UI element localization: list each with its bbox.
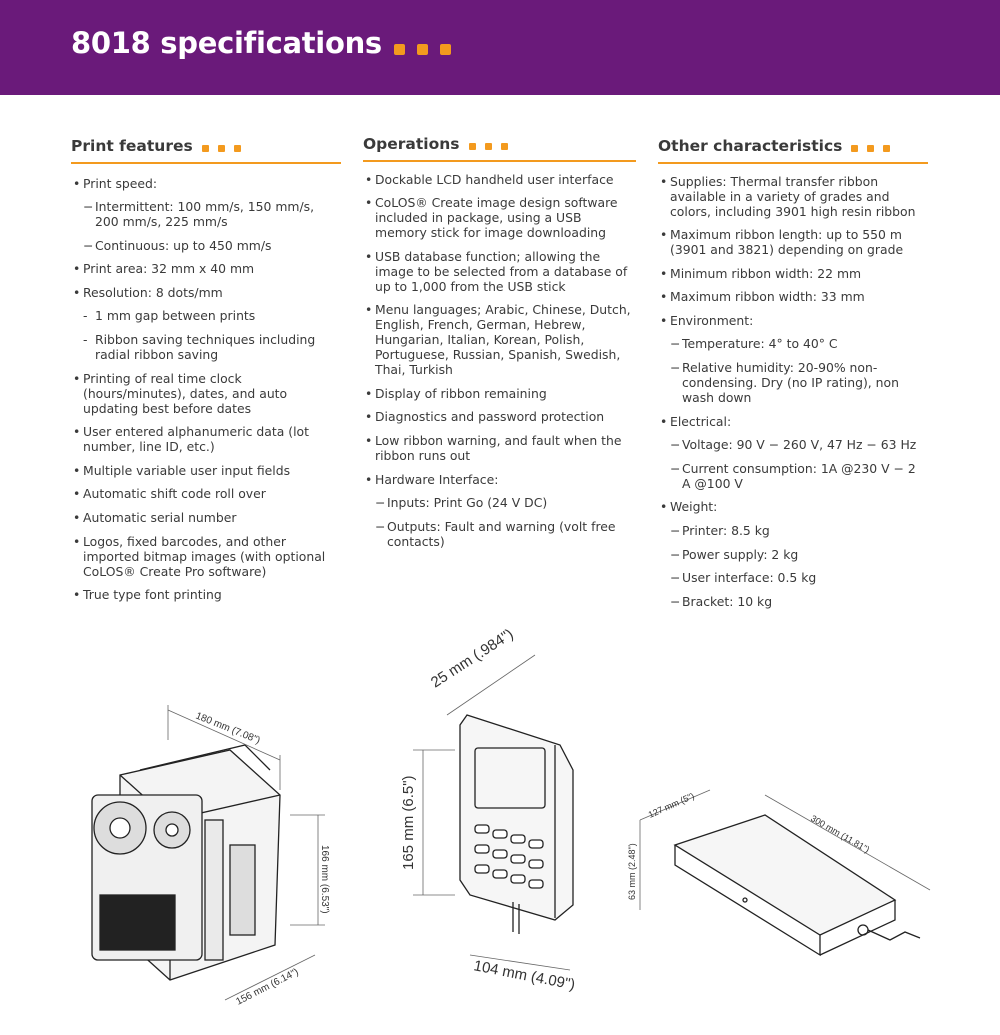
handheld-interface-drawing: [395, 620, 595, 1020]
section-heading: Operations: [363, 135, 636, 162]
section-heading: Other characteristics: [658, 137, 928, 164]
dash-marker: −: [83, 199, 94, 215]
sub-list-item: [658, 523, 928, 538]
page-title: 8018 specifications: [71, 26, 451, 62]
dash-marker: -: [83, 332, 88, 348]
list-item: [71, 261, 341, 276]
sub-list-item: [71, 308, 341, 323]
list-item: [71, 510, 341, 525]
item-text: Low ribbon warning, and fault when the ribbon runs out: [375, 433, 622, 464]
dash-marker: −: [670, 460, 681, 476]
item-text: Printing of real time clock (hours/minutes), dates, and auto updating best before dates: [83, 370, 288, 416]
item-text: Dockable LCD handheld user interface: [375, 171, 614, 187]
handheld-depth-label: 25 mm (.984"): [427, 625, 517, 692]
list-item: [71, 486, 341, 501]
power-supply-length-label: 300 mm (11.81"): [809, 813, 872, 855]
item-text: Print area: 32 mm x 40 mm: [83, 261, 255, 277]
item-text: Intermittent: 100 mm/s, 150 mm/s, 200 mm/s, 225 mm/s: [95, 199, 315, 230]
other-characteristics-section: [658, 137, 928, 617]
item-text: Supplies: Thermal transfer ribbon available in a variety of grades and colors, including 3901 high resin ribbon: [670, 173, 916, 219]
sub-list-item: [658, 437, 928, 452]
sub-list-item: [658, 461, 928, 491]
item-text: Diagnostics and password protection: [375, 409, 605, 425]
sub-list-item: [658, 547, 928, 562]
item-text: Continuous: up to 450 mm/s: [95, 237, 272, 253]
handheld-width-label: 104 mm (4.09"): [472, 957, 577, 994]
item-text: Display of ribbon remaining: [375, 385, 547, 401]
item-text: Inputs: Print Go (24 V DC): [387, 495, 548, 511]
list-item: [363, 409, 636, 424]
sub-list-item: [658, 336, 928, 351]
item-text: Automatic shift code roll over: [83, 486, 266, 502]
dash-marker: -: [83, 308, 88, 324]
printer-depth-label: 156 mm (6.14"): [234, 966, 301, 1008]
item-text: Power supply: 2 kg: [682, 546, 799, 562]
dash-marker: −: [670, 523, 681, 539]
title-decoration: [382, 28, 451, 62]
item-text: Automatic serial number: [83, 510, 237, 526]
item-text: True type font printing: [83, 587, 222, 603]
list-item: [363, 249, 636, 294]
section-heading: Print features: [71, 137, 341, 164]
item-text: Electrical:: [670, 413, 732, 429]
dash-marker: −: [375, 518, 386, 534]
list-item: [363, 172, 636, 187]
printer-width-label: 180 mm (7.08"): [193, 710, 262, 747]
list-item: [658, 227, 928, 257]
item-text: Resolution: 8 dots/mm: [83, 284, 223, 300]
sub-list-item: [363, 495, 636, 510]
list-item: [71, 587, 341, 602]
list-item: [363, 195, 636, 240]
list-item: [71, 463, 341, 478]
printer-drawing: [80, 700, 340, 1020]
dash-marker: −: [670, 360, 681, 376]
item-text: 1 mm gap between prints: [95, 308, 256, 324]
item-text: Voltage: 90 V − 260 V, 47 Hz − 63 Hz: [682, 437, 917, 453]
printer-height-label: 166 mm (6.53"): [319, 845, 330, 914]
item-text: USB database function; allowing the image to be selected from a database of up to 1,000 from the USB stick: [375, 248, 628, 294]
dash-marker: −: [670, 546, 681, 562]
power-supply-height-label: 63 mm (2.48"): [627, 843, 637, 900]
item-text: Logos, fixed barcodes, and other imported bitmap images (with optional CoLOS® Create Pro software): [83, 533, 326, 579]
list-item: [363, 302, 636, 377]
print-features-section: [71, 137, 341, 611]
handheld-height-label: 165 mm (6.5"): [400, 775, 417, 870]
item-text: Maximum ribbon width: 33 mm: [670, 289, 865, 305]
sub-list-item: [658, 360, 928, 405]
item-text: Bracket: 10 kg: [682, 593, 773, 609]
list-item: [71, 424, 341, 454]
spec-list: [658, 174, 928, 609]
header-banner: [0, 0, 1000, 95]
list-item: [71, 371, 341, 416]
item-text: Weight:: [670, 499, 718, 515]
power-supply-drawing: [625, 780, 945, 980]
sub-list-item: [71, 332, 341, 362]
item-text: Menu languages; Arabic, Chinese, Dutch, English, French, German, Hebrew, Hungarian, Italian, Korean, Polish, Portuguese, Russian, Spanish, Swedish, Thai, Turkish: [375, 302, 631, 378]
dash-marker: −: [670, 336, 681, 352]
dash-marker: −: [670, 570, 681, 586]
spec-list: [363, 172, 636, 549]
list-item: [71, 285, 341, 300]
dash-marker: −: [375, 495, 386, 511]
list-item: [71, 534, 341, 579]
item-text: User entered alphanumeric data (lot number, line ID, etc.): [83, 424, 309, 455]
item-text: CoLOS® Create image design software included in package, using a USB memory stick for image downloading: [375, 195, 618, 241]
item-text: Environment:: [670, 312, 754, 328]
sub-list-item: [658, 570, 928, 585]
dash-marker: −: [670, 593, 681, 609]
item-text: Maximum ribbon length: up to 550 m (3901 and 3821) depending on grade: [670, 227, 904, 258]
dash-marker: −: [670, 437, 681, 453]
list-item: [658, 174, 928, 219]
dash-marker: −: [83, 237, 94, 253]
item-text: Hardware Interface:: [375, 471, 499, 487]
list-item: [658, 266, 928, 281]
item-text: Multiple variable user input fields: [83, 462, 291, 478]
list-item: [363, 433, 636, 463]
sub-list-item: [71, 238, 341, 253]
item-text: Current consumption: 1A @230 V − 2 A @100 V: [682, 460, 916, 491]
list-item: [658, 289, 928, 304]
power-supply-width-label: 127 mm (5"): [646, 790, 696, 820]
list-item: [363, 386, 636, 401]
operations-section: [363, 135, 636, 557]
sub-list-item: [363, 519, 636, 549]
list-item: [658, 313, 928, 328]
list-item: [658, 414, 928, 429]
item-text: Printer: 8.5 kg: [682, 523, 770, 539]
item-text: User interface: 0.5 kg: [682, 570, 817, 586]
list-item: [658, 499, 928, 514]
sub-list-item: [658, 594, 928, 609]
list-item: [363, 472, 636, 487]
item-text: Ribbon saving techniques including radial ribbon saving: [95, 332, 316, 363]
item-text: Outputs: Fault and warning (volt free contacts): [387, 518, 616, 549]
item-text: Temperature: 4° to 40° C: [682, 336, 838, 352]
list-item: [71, 176, 341, 191]
item-text: Minimum ribbon width: 22 mm: [670, 265, 862, 281]
item-text: Relative humidity: 20-90% non-condensing. Dry (no IP rating), non wash down: [682, 360, 899, 406]
spec-list: [71, 176, 341, 603]
sub-list-item: [71, 199, 341, 229]
item-text: Print speed:: [83, 175, 158, 191]
